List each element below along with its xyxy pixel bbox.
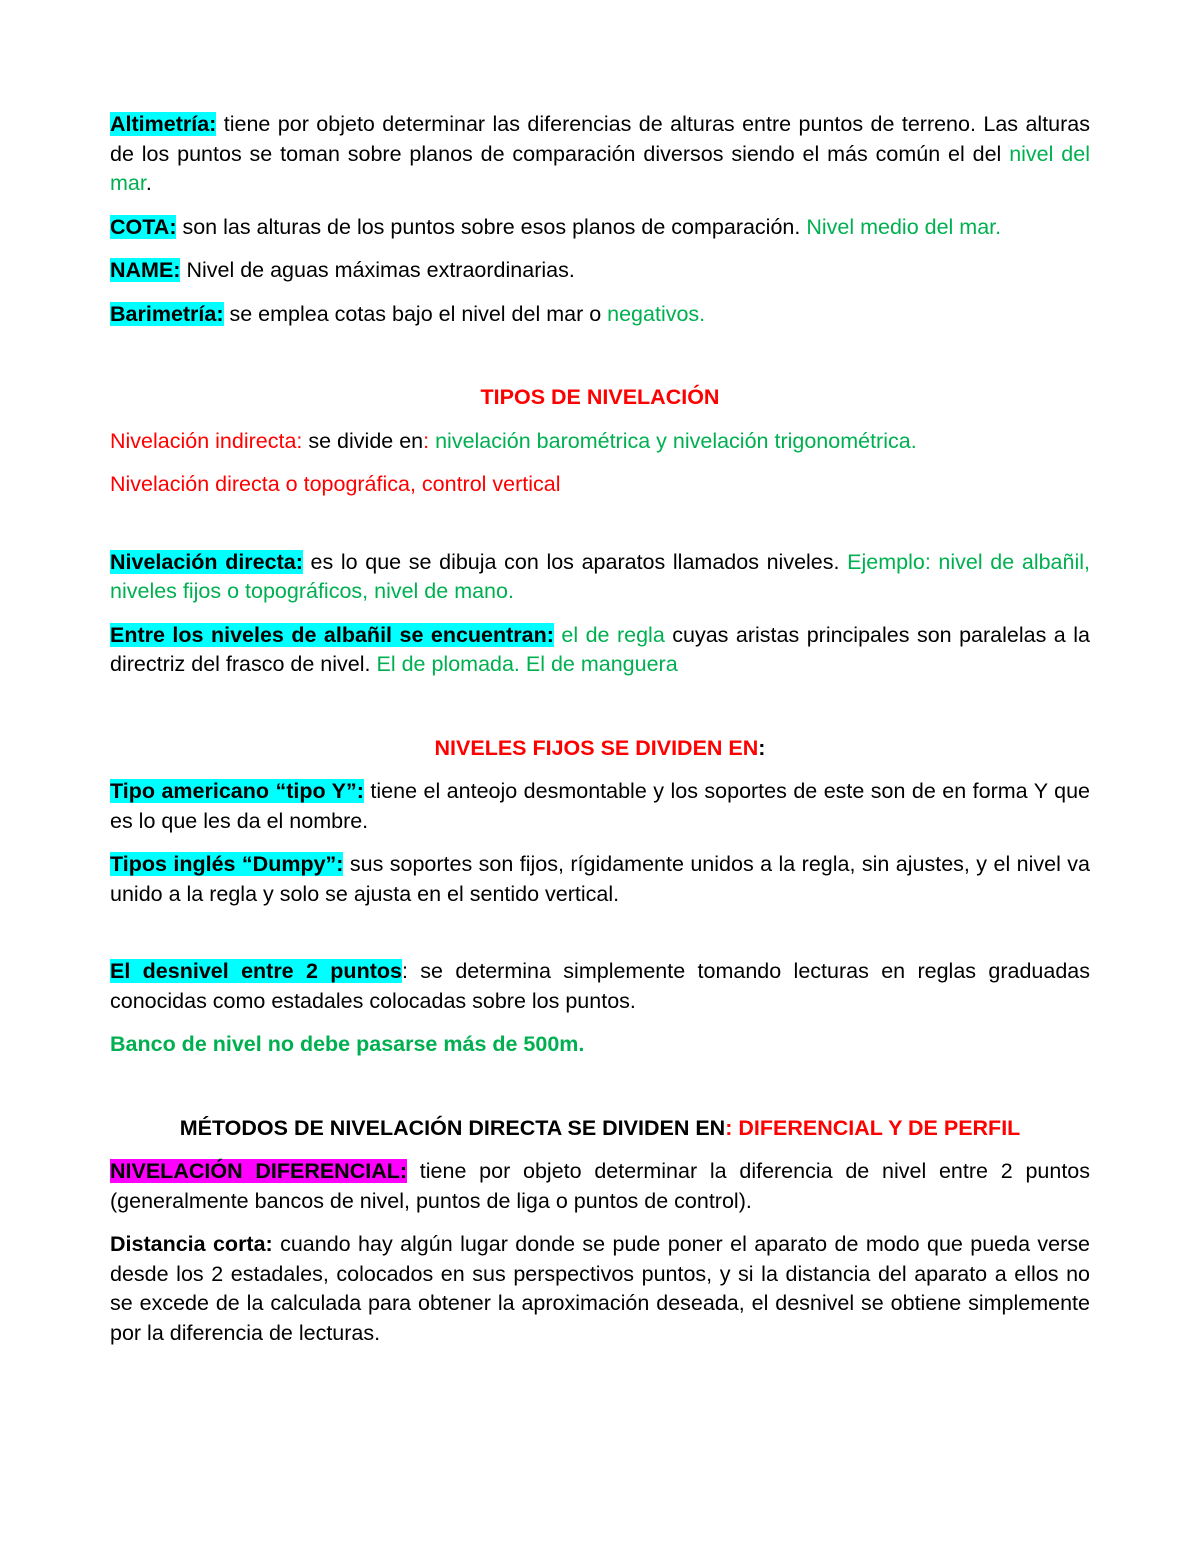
text-cota: son las alturas de los puntos sobre esos planos de comparación.: [176, 214, 807, 239]
green-ejemplo: Ejemplo: nivel de albañil, niveles fijos o topográficos, nivel de mano.: [110, 549, 1090, 603]
green-negativos: negativos.: [607, 301, 706, 326]
period: .: [145, 171, 152, 195]
term-niveles-albanil: Entre los niveles de albañil se encuentran:: [110, 622, 554, 647]
document-page: [110, 110, 1090, 1362]
paragraph-desnivel: [110, 957, 1090, 1016]
text-nivelacion-directa: es lo que se dibuja con los aparatos llamados niveles.: [302, 549, 848, 574]
term-tipo-ingles: Tipos inglés “Dumpy”:: [110, 852, 344, 876]
heading-niveles-fijos-red: NIVELES FIJOS SE DIVIDEN EN: [434, 735, 759, 760]
text-altimetria: tiene por objeto determinar las diferencias de alturas entre puntos de terreno. Las alturas de los puntos se toman sobre planos de comparación diversos siendo el más común el del: [110, 112, 1090, 166]
paragraph-niveles-albanil: [110, 621, 1090, 680]
paragraph-distancia-corta: [110, 1230, 1090, 1348]
paragraph-barimetria: [110, 300, 1090, 330]
term-nivelacion-diferencial: NIVELACIÓN DIFERENCIAL:: [110, 1159, 408, 1183]
green-de-regla: el de regla: [553, 622, 665, 647]
paragraph-nivelacion-directa-topo: [110, 470, 1090, 500]
text-tipo-americano: tiene el anteojo desmontable y los soportes de este son de en forma Y que es lo que les da el nombre.: [110, 779, 1090, 833]
paragraph-name: [110, 256, 1090, 286]
paragraph-nivelacion-diferencial: [110, 1157, 1090, 1216]
red-colon: :: [423, 428, 430, 453]
green-nivel-medio: Nivel medio del mar.: [806, 214, 1002, 239]
text-nivelacion-indirecta: se divide en: [302, 428, 424, 453]
text-tipo-ingles: sus soportes son fijos, rígidamente unidos a la regla, sin ajustes, y el nivel va unido a la regla y solo se ajusta en el sentido vertical.: [110, 852, 1090, 906]
term-cota: COTA:: [110, 214, 177, 239]
paragraph-tipo-ingles: [110, 850, 1090, 909]
term-tipo-americano: Tipo americano “tipo Y”:: [110, 779, 364, 803]
paragraph-tipo-americano: [110, 777, 1090, 836]
heading-tipos-nivelacion: TIPOS DE NIVELACIÓN: [480, 385, 720, 409]
text-barimetria: se emplea cotas bajo el nivel del mar o: [223, 301, 608, 326]
red-nivelacion-directa: Nivelación directa o topográfica, control vertical: [110, 472, 561, 496]
text-name: Nivel de aguas máximas extraordinarias.: [180, 258, 575, 282]
text-desnivel: : se determina simplemente tomando lecturas en reglas graduadas conocidas como estadales colocadas sobre los puntos.: [110, 959, 1090, 1013]
term-distancia-corta: Distancia corta:: [110, 1232, 273, 1256]
term-name: NAME:: [110, 258, 181, 282]
green-nivelaciones: nivelación barométrica y nivelación trigonométrica.: [429, 428, 917, 453]
heading-metodos-black: MÉTODOS DE NIVELACIÓN DIRECTA SE DIVIDEN EN: [179, 1115, 726, 1140]
red-nivelacion-indirecta: Nivelación indirecta:: [110, 428, 303, 453]
term-nivelacion-directa: Nivelación directa:: [110, 549, 303, 574]
heading-niveles-fijos-colon: :: [758, 735, 766, 760]
paragraph-nivelacion-indirecta: [110, 427, 1090, 457]
paragraph-nivelacion-directa: [110, 548, 1090, 607]
green-plomada-manguera: El de plomada. El de manguera: [376, 652, 678, 676]
term-barimetria: Barimetría:: [110, 301, 224, 326]
text-niveles-albanil: cuyas aristas principales son paralelas a la directriz del frasco de nivel.: [110, 622, 1090, 676]
text-distancia-corta: cuando hay algún lugar donde se pude poner el aparato de modo que pueda verse desde los 2 estadales, colocados en sus perspectivos puntos, y si la distancia del aparato a ellos no se excede de la calculada para obtener la aproximación deseada, el desnivel se obtiene simplemente por la diferencia de lecturas.: [110, 1232, 1090, 1345]
heading-metodos: [110, 1114, 1090, 1144]
heading-metodos-colon: :: [725, 1115, 733, 1140]
paragraph-banco-nivel: Banco de nivel no debe pasarse más de 500m.: [110, 1032, 585, 1056]
term-altimetria: Altimetría:: [110, 112, 217, 136]
paragraph-cota: [110, 213, 1090, 243]
paragraph-altimetria: [110, 110, 1090, 199]
heading-niveles-fijos: [110, 734, 1090, 764]
heading-metodos-red: DIFERENCIAL Y DE PERFIL: [732, 1115, 1021, 1140]
term-desnivel: El desnivel entre 2 puntos: [110, 959, 402, 983]
text-nivelacion-diferencial: tiene por objeto determinar la diferencia de nivel entre 2 puntos (generalmente bancos de nivel, puntos de liga o puntos de control).: [110, 1159, 1091, 1213]
green-nivel-del-mar: nivel del mar: [110, 141, 1090, 195]
